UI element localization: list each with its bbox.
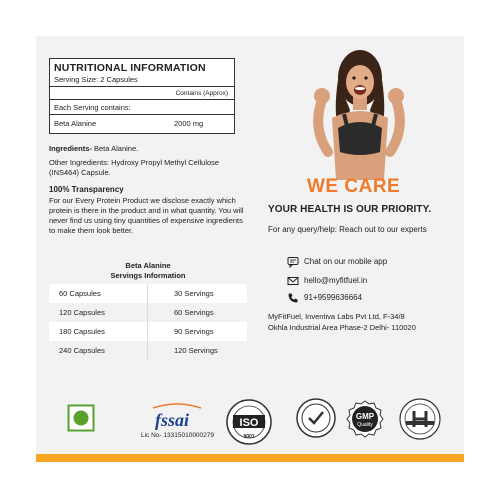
contains-approx: Contains (Approx) [50,87,234,100]
serving-size: Serving Size: 2 Capsules [50,74,234,87]
capsules-cell: 60 Capsules [49,284,148,303]
servings-cell: 120 Servings [174,346,218,355]
transparency-body: For our Every Protein Product we disclose exactly which protein is there in the product and in what quantity. You will never find us using tiny quantities of expensive ingredients to make them look better. [49,196,244,235]
other-ingredients [49,158,239,178]
each-serving-label: Each Serving contains: [50,100,234,115]
accent-bar [36,454,464,462]
servings-cell: 90 Servings [174,327,214,336]
gmp-quality-text: Quality [357,422,373,428]
phone-link[interactable]: 91+9599636664 [304,293,363,302]
address-block [268,311,416,333]
we-care-headline: WE CARE [307,176,401,197]
fssai-logo-icon [147,402,207,432]
chat-icon [287,256,299,268]
ingredients-label: Ingredients- [49,144,92,153]
license-number: Lic No- 13315010000279 [141,432,215,439]
iso-number: 9001 [243,434,255,440]
nutrition-facts-box [49,58,235,134]
badge-of-trust-seal-icon [398,397,442,441]
nutrition-row [50,115,234,131]
ingredients-value: Beta Alanine. [91,144,139,153]
capsules-cell: 180 Capsules [49,322,148,341]
other-ingredients-value: Hydroxy Propyl Methyl Cellulose (INS464) Capsule. [49,158,220,177]
servings-title-line1: Beta Alanine [125,261,171,270]
cheering-woman-image [298,40,418,180]
phone-icon [287,292,299,304]
mail-icon [287,275,299,287]
servings-cell: 30 Servings [174,289,214,298]
servings-title-line2: Servings Information [110,271,186,280]
servings-table [49,284,247,360]
servings-title [49,261,247,281]
table-row [49,341,247,360]
nutrient-name: Beta Alanine [54,119,97,128]
transparency-title: 100% Transparency [49,185,124,194]
chat-link[interactable]: Chat on our mobile app [304,257,388,266]
good-manufacturing-seal-icon [295,397,337,439]
veg-symbol-icon [67,404,95,432]
iso-certification-icon [225,398,273,446]
nutrition-title: NUTRITIONAL INFORMATION [54,62,206,74]
priority-text: YOUR HEALTH IS OUR PRIORITY. [268,204,432,215]
other-ingredients-label: Other Ingredients: [49,158,110,167]
table-row [49,303,247,322]
capsules-cell: 120 Capsules [49,303,148,322]
fssai-text: fssai [155,410,190,430]
email-link[interactable]: hello@myfitfuel.in [304,276,368,285]
query-help-text: For any query/help: Reach out to our experts [268,225,427,234]
iso-text: ISO [239,417,259,429]
ingredients-line [49,144,138,153]
table-row [49,284,247,303]
capsules-cell: 240 Capsules [49,341,148,360]
address-line2: Okhla Industrial Area Phase-2 Delhi- 110020 [268,323,416,332]
address-line1: MyFitFuel, Inventiva Labs Pvt Ltd, F-34/8 [268,312,405,321]
nutrient-amount: 2000 mg [174,119,204,128]
gmp-text: GMP [355,412,375,421]
servings-cell: 60 Servings [174,308,214,317]
table-row [49,322,247,341]
gmp-quality-icon [345,399,385,439]
